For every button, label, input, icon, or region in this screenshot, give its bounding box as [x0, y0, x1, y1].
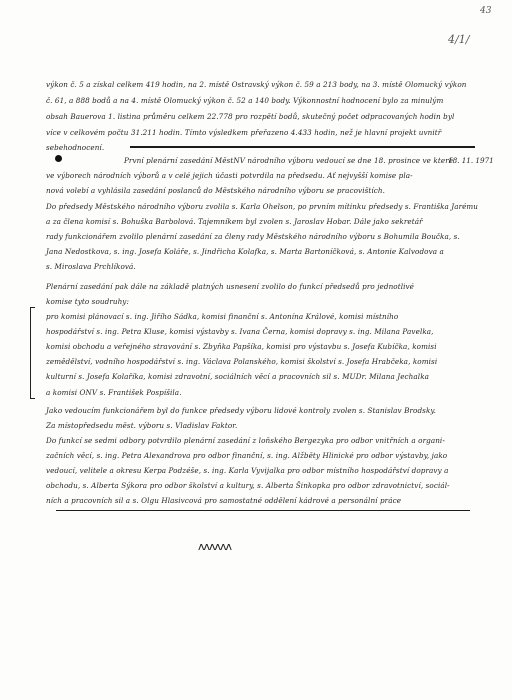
secondary-page-number: 4/1/ — [448, 33, 470, 46]
text-line: Plenární zasedání pak dále na základě platných usnesení zvolilo do funkcí předsedů pro jednotlivé — [46, 282, 415, 291]
text-line: č. 61, a 888 bodů a na 4. místě Olomucký výkon č. 52 a 140 body. Výkonnostní hodnocení bylo za minulým — [46, 96, 444, 105]
text-line: ních a pracovních sil a s. Olgu Hlasivcová pro samostatné oddělení kádrové a personální práce — [46, 496, 402, 505]
text-line: sebehodnocení. — [46, 143, 105, 152]
text-line: Do předsedy Městského národního výboru zvolila s. Karla Ohelson, po prvním mítinku předsedy s. Františka Jarému — [46, 202, 478, 211]
list-item: hospodářství s. ing. Petra Kluse, komisi výstavby s. Ivana Černa, komisi dopravy s. ing. Milana Pavelka, — [46, 327, 434, 336]
text-line: obchodu, s. Alberta Sýkora pro odbor školství a kultury, s. Alberta Šinkopka pro odbor zdravotnictví, sociál- — [46, 481, 450, 490]
text-line: Jako vedoucím funkcionářem byl do funkce předsedy výboru lidové kontroly zvolen s. Stanislav Brodsky. — [46, 406, 436, 415]
closing-divider — [56, 510, 470, 511]
end-mark: ʌʌʌʌʌʌ — [198, 540, 232, 553]
list-item: pro komisi plánovací s. ing. Jiřího Sádka, komisi finanční s. Antonína Králové, komisi místního — [46, 312, 399, 321]
text-line: komise tyto soudruhy: — [46, 297, 129, 306]
text-line: a za člena komisí s. Bohuška Barbolová. Tajemníkem byl zvolen s. Jaroslav Hobar. Dále jako sekretář — [46, 217, 423, 226]
list-item: a komisi ONV s. František Pospíšila. — [46, 388, 182, 397]
text-line: obsah Bauerova 1. listina průměru celkem 22.778 pro rozpětí bodů, skutečný počet odpracovaných hodin byl — [46, 112, 455, 121]
text-line: nová volebí a vyhlásila zasedání poslanců do Městského národního výboru se pracovištích. — [46, 186, 386, 195]
list-item: komisi obchodu a veřejného stravování s. Zbyňka Papšíka, komisi pro výstavbu s. Josefa Kubíčka, komisi — [46, 342, 437, 351]
text-line: ve výborech národních výborů a v celé jejich účasti potvrdila na předsedu. Ať nejvyšší komise pla- — [46, 171, 413, 180]
text-line: První plenární zasedání MěstNV národního výboru vedoucí se dne 18. prosince ve které — [124, 156, 454, 165]
text-line: výkon č. 5 a získal celkem 419 hodin, na 2. místě Ostravský výkon č. 59 a 213 body, na 3. místě Olomucký výkon — [46, 80, 467, 89]
text-line: s. Miroslava Prchlíková. — [46, 262, 136, 271]
text-line: rady funkcionářem zvolilo plenární zasedání za členy rady Městského národního výboru s Bohumila Boučka, s. — [46, 232, 460, 241]
section-bullet — [55, 155, 62, 162]
text-line: více v celkovém počtu 31.211 hodin. Tímto výsledkem přeřazeno 4.433 hodin, než je hlavní projekt uvnitř — [46, 128, 442, 137]
page-number: 43 — [480, 6, 492, 16]
text-line: Jana Nedostkova, s. ing. Josefa Koláře, s. Jindřicha Kolafka, s. Marta Bartoníčková, s. Antonie Kalvodova a — [46, 247, 444, 256]
list-item: kulturní s. Josefa Kolaříka, komisi zdravotní, sociálních věcí a pracovních sil s. MUDr. Milana Jechalka — [46, 372, 430, 381]
section-divider — [130, 146, 475, 148]
text-line: vedoucí, velitele a okresu Kerpa Podzéše, s. ing. Karla Vyvijalka pro odbor místního hospodářství dopravy a — [46, 466, 449, 475]
list-item: zemědělství, vodního hospodářství s. ing. Václava Polanského, komisi školství s. Josefa Hrabčeka, komisi — [46, 357, 438, 366]
text-line: Za místopředsedu měst. výboru s. Vladislav Faktor. — [46, 421, 238, 430]
margin-date: 18. 11. 1971 — [448, 156, 494, 165]
list-bracket — [30, 307, 35, 399]
text-line: začních věcí, s. ing. Petra Alexandrova pro odbor finanční, s. ing. Alžběty Hlinické pro odbor výstavby, jako — [46, 451, 448, 460]
text-line: Do funkcí se sedmi odbory potvrdilo plenární zasedání z loňského Bergezyka pro odbor vnitřních a organi- — [46, 436, 445, 445]
